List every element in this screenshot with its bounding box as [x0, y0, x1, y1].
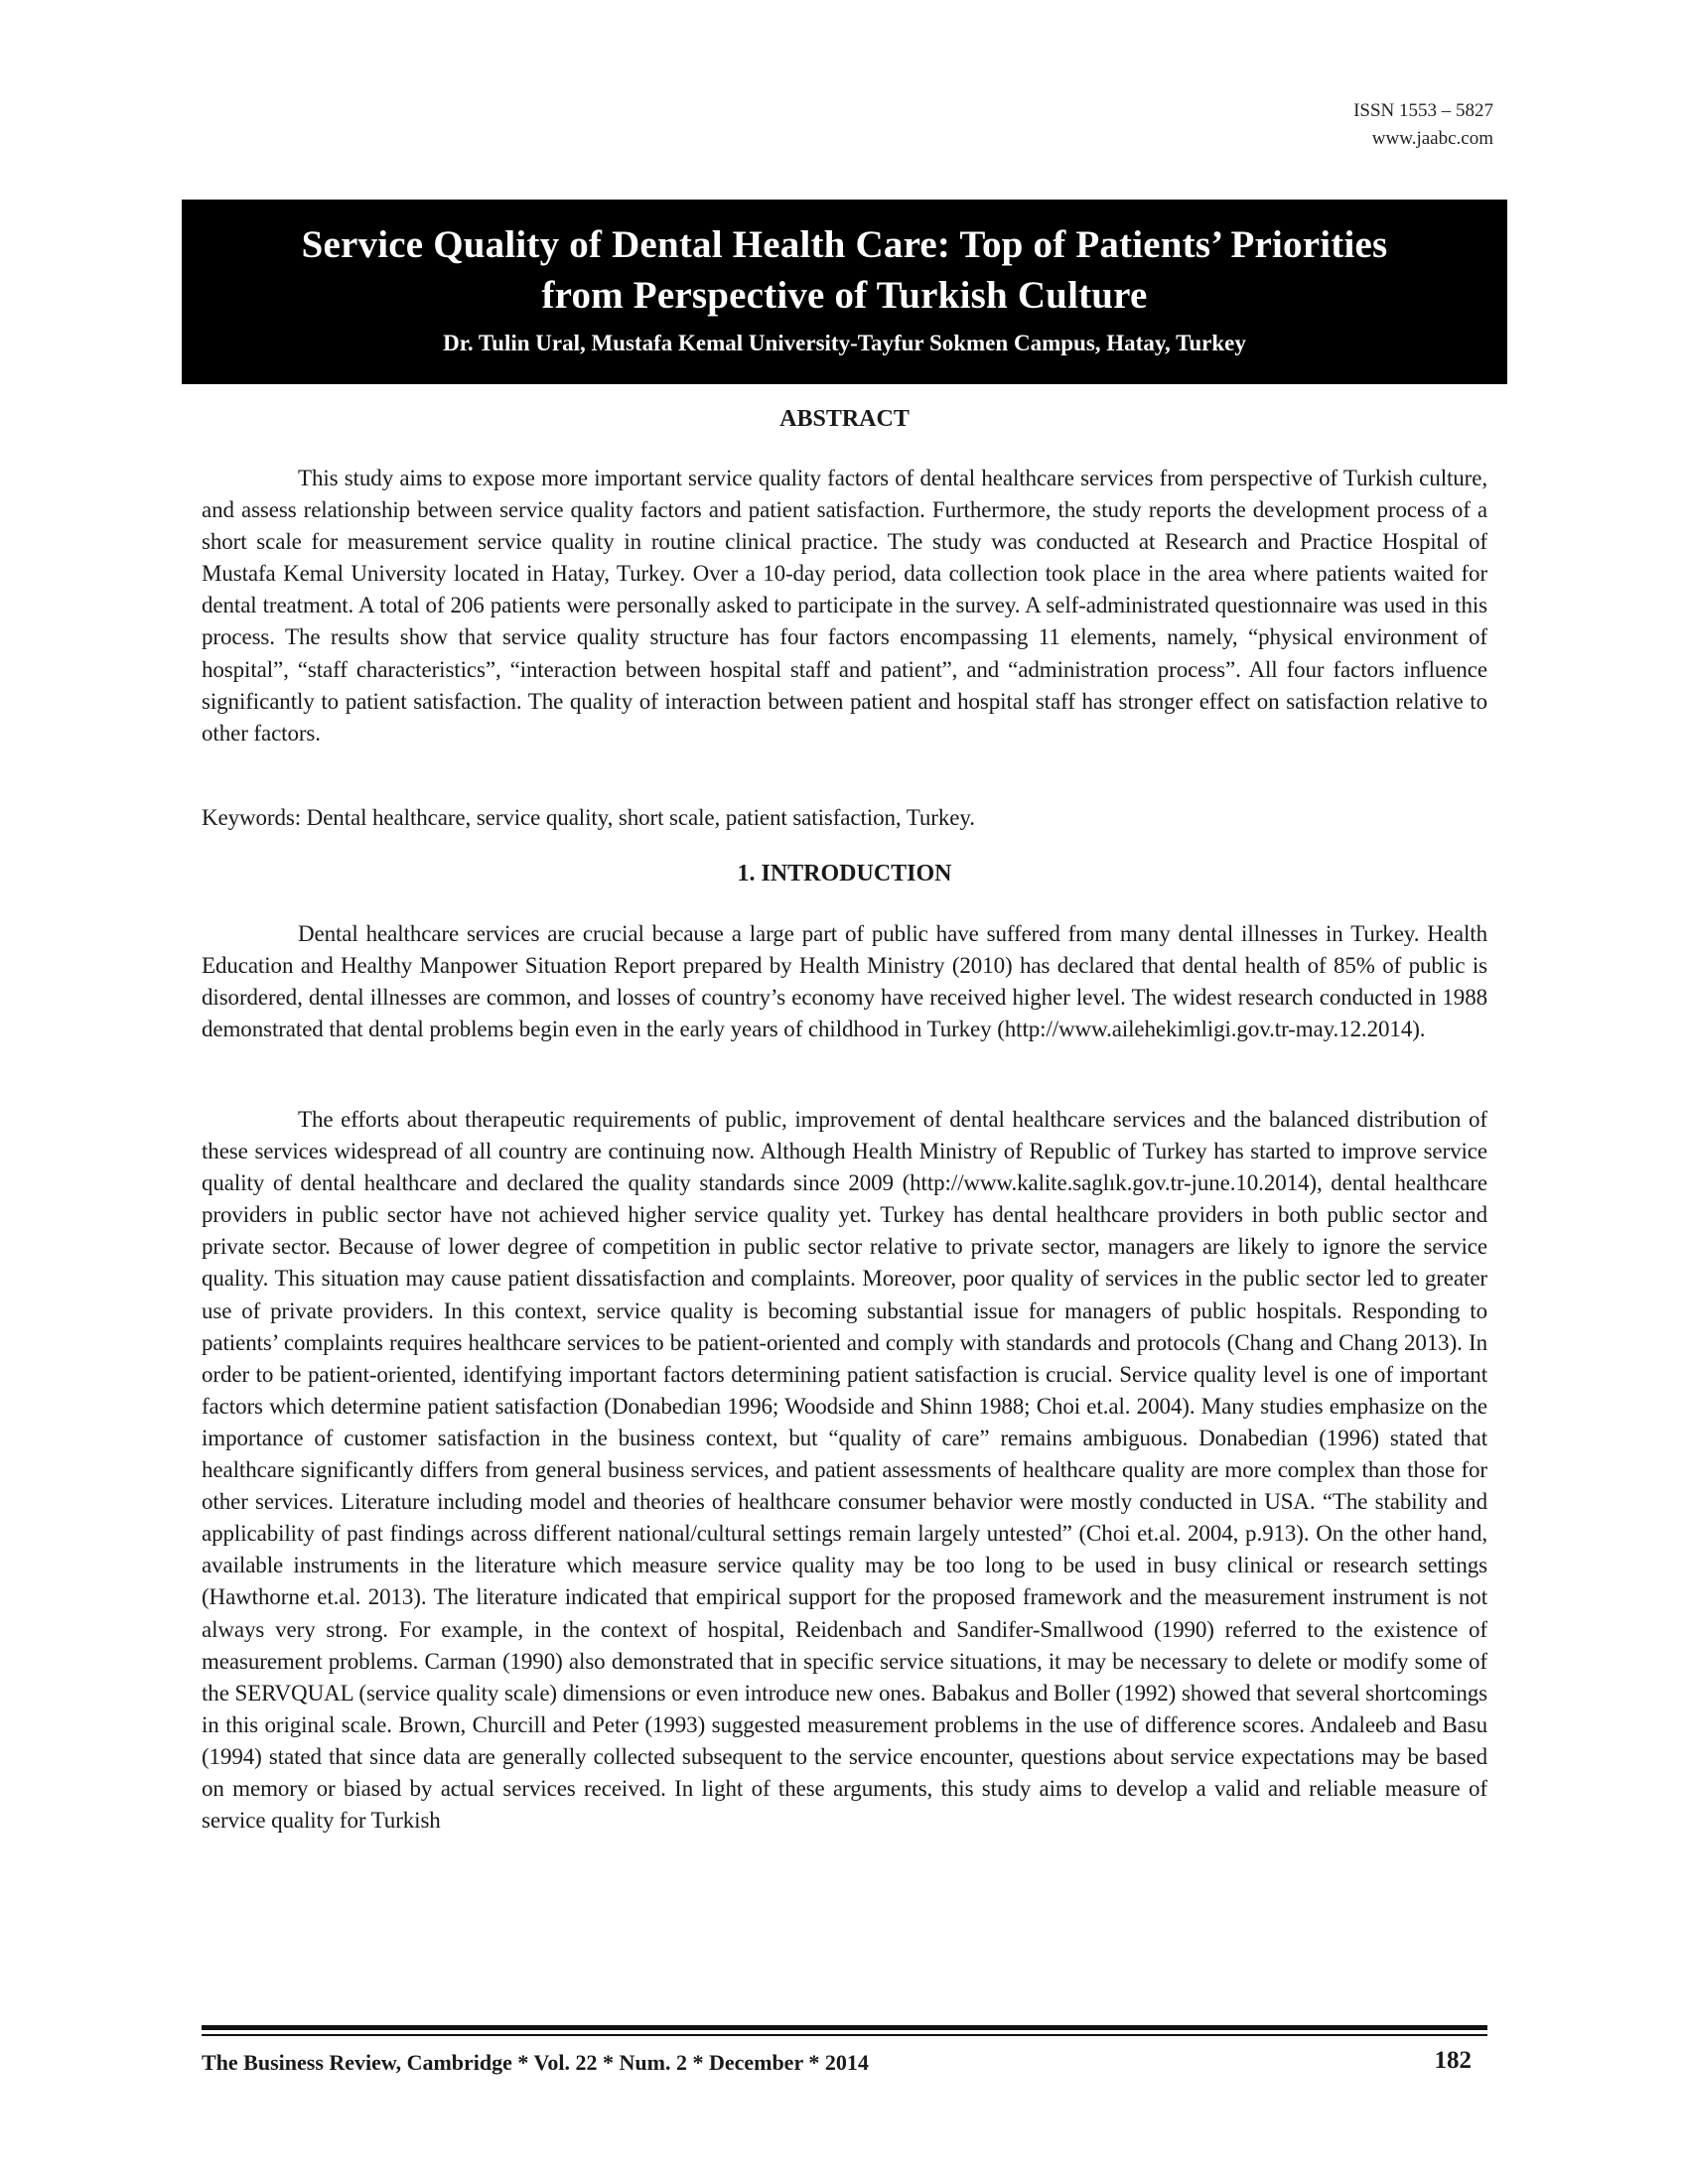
- introduction-paragraph-1: Dental healthcare services are crucial because a large part of public have suffered from many dental illnesses in Turkey. Health Education and Healthy Manpower Situation Report prepared by Health Ministry (2010) has declared that dental health of 85% of public is disordered, dental illnesses are common, and losses of country’s economy have received higher level. The widest research conducted in 1988 demonstrated that dental problems begin even in the early years of childhood in Turkey (http://www.ailehekimligi.gov.tr-may.12.2014).: [202, 921, 1487, 1042]
- abstract-text: This study aims to expose more important service quality factors of dental healthcare services from perspective of Turkish culture, and assess relationship between service quality factors and patient satisfaction. Furthermore, the study reports the development process of a short scale for measurement service quality in routine clinical practice. The study was conducted at Research and Practice Hospital of Mustafa Kemal University located in Hatay, Turkey. Over a 10-day period, data collection took place in the area where patients waited for dental treatment. A total of 206 patients were personally asked to participate in the survey. A self-administrated questionnaire was used in this process. The results show that service quality structure has four factors encompassing 11 elements, namely, “physical environment of hospital”, “staff characteristics”, “interaction between hospital staff and patient”, and “administration process”. All four factors influence significantly to patient satisfaction. The quality of interaction between patient and hospital staff has stronger effect on satisfaction relative to other factors.: [202, 466, 1487, 746]
- author-affiliation: Dr. Tulin Ural, Mustafa Kemal University-Tayfur Sokmen Campus, Hatay, Turkey: [443, 331, 1246, 355]
- title-banner: [182, 200, 1507, 384]
- issn-number: ISSN 1553 – 5827: [1353, 100, 1493, 121]
- abstract-heading: ABSTRACT: [779, 406, 910, 432]
- journal-header: [1353, 97, 1493, 153]
- paper-title-line-1: Service Quality of Dental Health Care: Top of Patients’ Priorities: [301, 223, 1388, 266]
- introduction-heading: 1. INTRODUCTION: [737, 861, 952, 887]
- footer-divider-thin: [202, 2034, 1487, 2036]
- page-number: 182: [1434, 2047, 1472, 2074]
- journal-website[interactable]: www.jaabc.com: [1371, 128, 1493, 149]
- footer-divider: [202, 2025, 1487, 2030]
- footer-journal-citation: The Business Review, Cambridge * Vol. 22 * Num. 2 * December * 2014: [202, 2050, 869, 2075]
- keywords: Keywords: Dental healthcare, service quality, short scale, patient satisfaction, Turkey.: [202, 805, 975, 830]
- paper-title: [182, 219, 1507, 321]
- paper-title-line-2: from Perspective of Turkish Culture: [541, 274, 1148, 317]
- introduction-paragraph-2: The efforts about therapeutic requirements of public, improvement of dental healthcare services and the balanced distribution of these services widespread of all country are continuing now. Although Health Ministry of Republic of Turkey has started to improve service quality of dental healthcare and declared the quality standards since 2009 (http://www.kalite.saglık.gov.tr-june.10.2014), dental healthcare providers in public sector have not achieved higher service quality yet. Turkey has dental healthcare providers in both public sector and private sector. Because of lower degree of competition in public sector relative to private sector, managers are likely to ignore the service quality. This situation may cause patient dissatisfaction and complaints. Moreover, poor quality of services in the public sector led to greater use of private providers. In this context, service quality is becoming substantial issue for managers of public hospitals. Responding to patients’ complaints requires healthcare services to be patient-oriented and comply with standards and protocols (Chang and Chang 2013). In order to be patient-oriented, identifying important factors determining patient satisfaction is crucial. Service quality level is one of important factors which determine patient satisfaction (Donabedian 1996; Woodside and Shinn 1988; Choi et.al. 2004). Many studies emphasize on the importance of customer satisfaction in the business context, but “quality of care” remains ambiguous. Donabedian (1996) stated that healthcare significantly differs from general business services, and patient assessments of healthcare quality are more complex than those for other services. Literature including model and theories of healthcare consumer behavior were mostly conducted in USA. “The stability and applicability of past findings across different national/cultural settings remain largely untested” (Choi et.al. 2004, p.913). On the other hand, available instruments in the literature which measure service quality may be too long to be used in busy clinical or research settings (Hawthorne et.al. 2013). The literature indicated that empirical support for the proposed framework and the measurement instrument is not always very strong. For example, in the context of hospital, Reidenbach and Sandifer-Smallwood (1990) referred to the existence of measurement problems. Carman (1990) also demonstrated that in specific service situations, it may be necessary to delete or modify some of the SERVQUAL (service quality scale) dimensions or even introduce new ones. Babakus and Boller (1992) showed that several shortcomings in this original scale. Brown, Churcill and Peter (1993) suggested measurement problems in the use of difference scores. Andaleeb and Basu (1994) stated that since data are generally collected subsequent to the service encounter, questions about service expectations may be based on memory or biased by actual services received. In light of these arguments, this study aims to develop a valid and reliable measure of service quality for Turkish: [202, 1107, 1487, 1834]
